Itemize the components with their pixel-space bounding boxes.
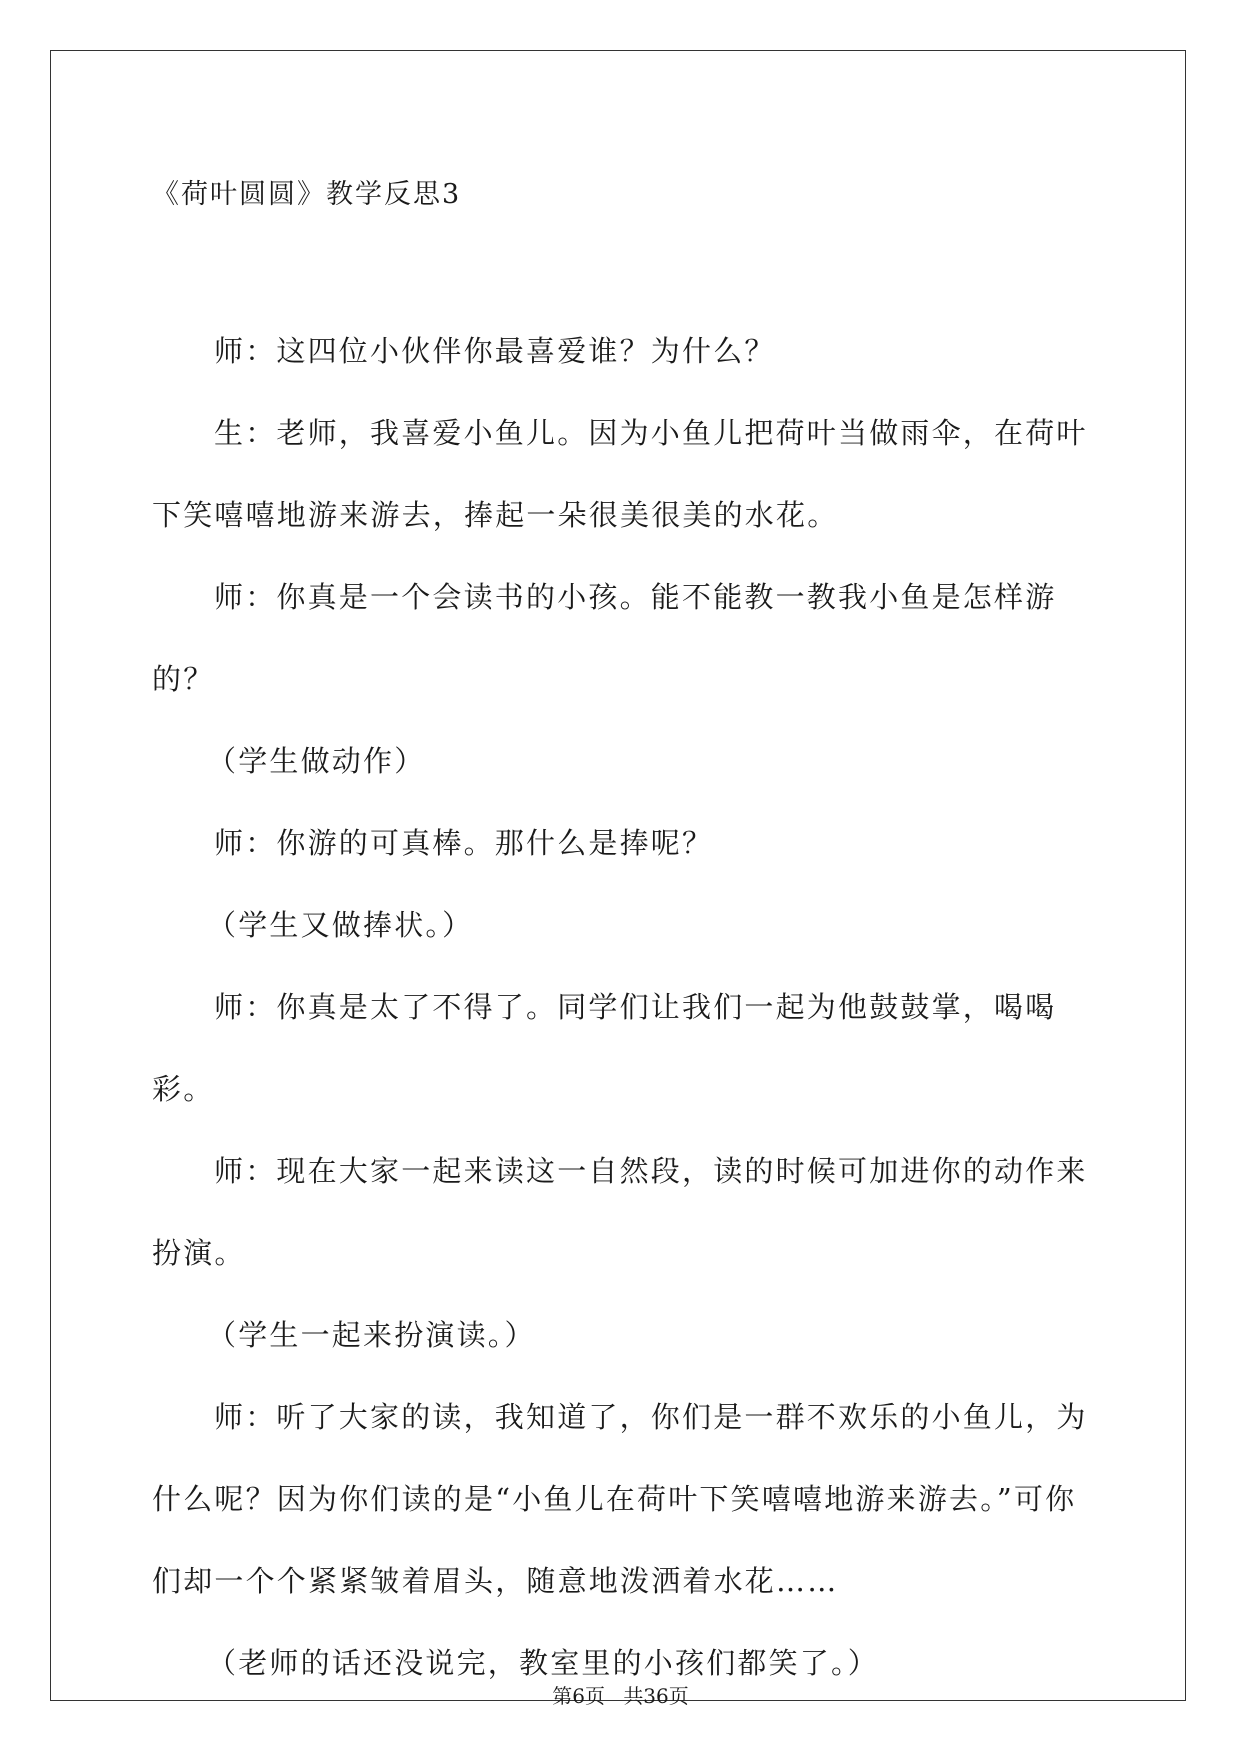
document-body [152,310,1092,1704]
paragraph: 生：老师，我喜爱小鱼儿。因为小鱼儿把荷叶当做雨伞，在荷叶下笑嘻嘻地游来游去，捧起一朵很美很美的水花。 [152,416,1088,532]
page-number: 第6页 [552,1684,605,1708]
paragraph: （学生做动作） [207,744,426,778]
paragraph: 师：听了大家的读，我知道了，你们是一群不欢乐的小鱼儿，为什么呢？因为你们读的是“小鱼儿在荷叶下笑嘻嘻地游来游去。”可你们却一个个紧紧皱着眉头，随意地泼洒着水花…… [152,1400,1088,1598]
paragraph: 师：你游的可真棒。那什么是捧呢？ [214,826,714,860]
paragraph: （学生一起来扮演读。） [207,1318,536,1352]
paragraph: 师：你真是一个会读书的小孩。能不能教一教我小鱼是怎样游的？ [152,580,1057,696]
page-footer [0,1680,1241,1709]
document-title: 《荷叶圆圆》教学反思3 [152,179,462,210]
paragraph: 师：现在大家一起来读这一自然段，读的时候可加进你的动作来扮演。 [152,1154,1088,1270]
paragraph: （老师的话还没说完，教室里的小孩们都笑了。） [207,1646,879,1680]
paragraph: （学生又做捧状。） [207,908,474,942]
paragraph: 师：你真是太了不得了。同学们让我们一起为他鼓鼓掌，喝喝彩。 [152,990,1057,1106]
paragraph: 师：这四位小伙伴你最喜爱谁？为什么？ [214,334,776,368]
page-total: 共36页 [623,1684,689,1708]
